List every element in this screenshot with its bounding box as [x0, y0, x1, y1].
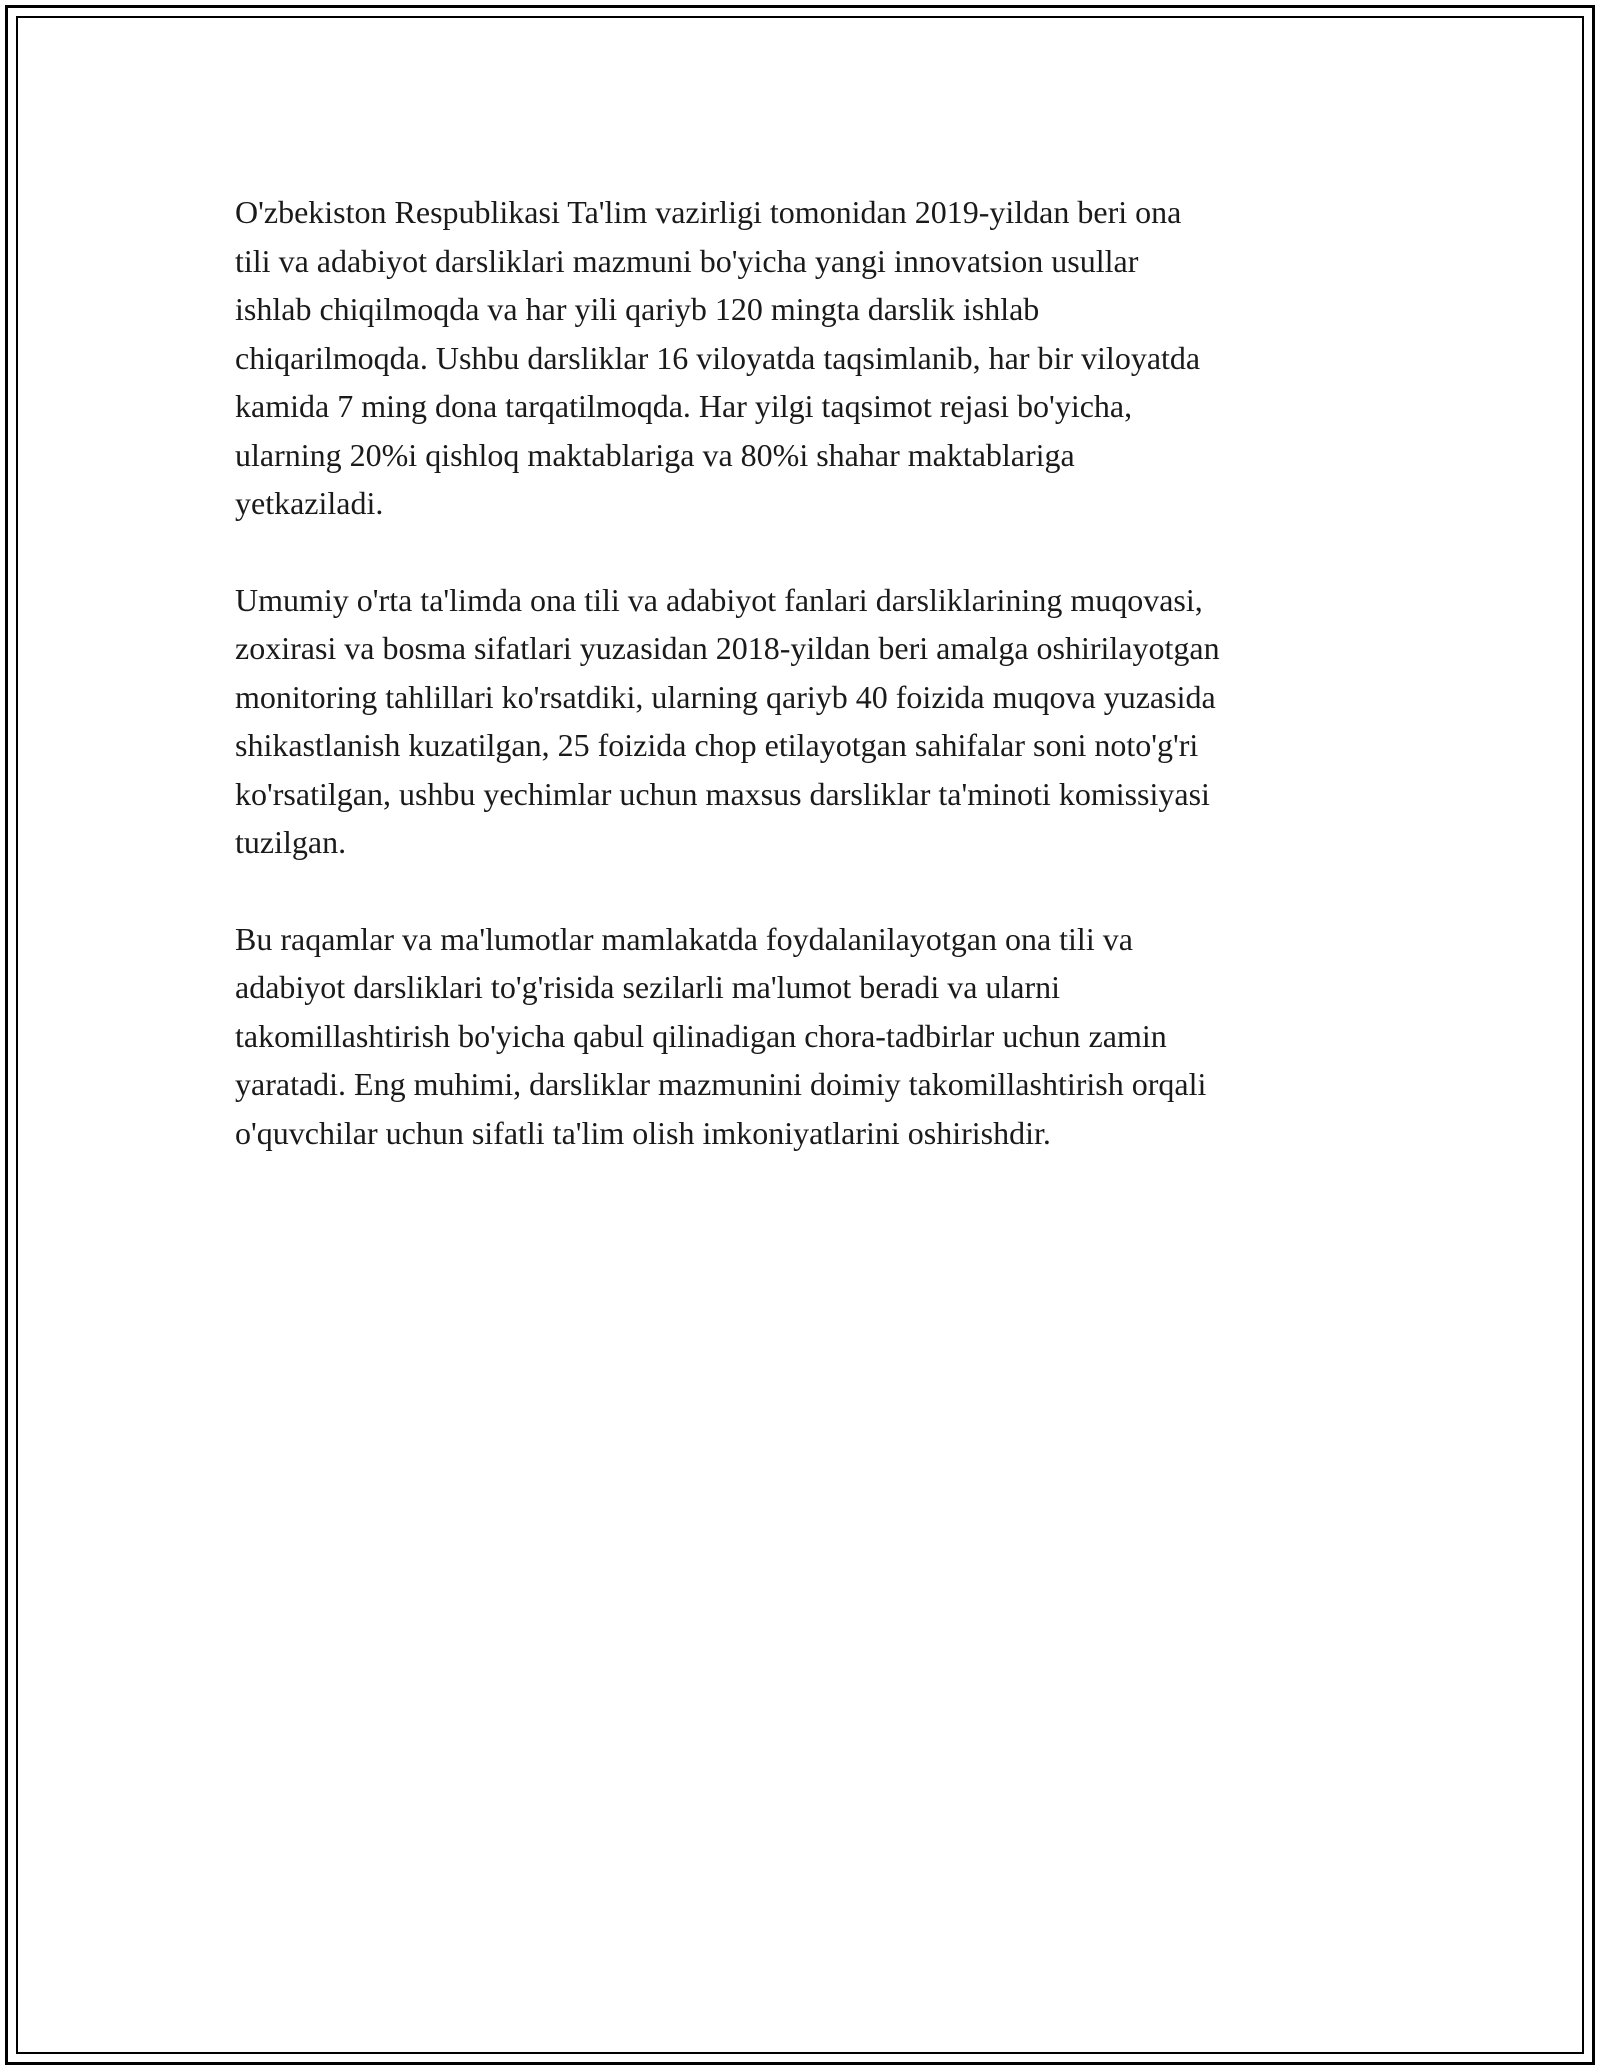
paragraph-2 — [235, 576, 1375, 867]
text-line: ko'rsatilgan, ushbu yechimlar uchun maxsus darsliklar ta'minoti komissiyasi — [235, 775, 1210, 812]
text-line: Umumiy o'rta ta'limda ona tili va adabiyot fanlari darsliklarining muqovasi, — [235, 581, 1203, 618]
text-line: Bu raqamlar va ma'lumotlar mamlakatda foydalanilayotgan ona tili va — [235, 920, 1133, 957]
text-line: chiqarilmoqda. Ushbu darsliklar 16 viloyatda taqsimlanib, har bir viloyatda — [235, 339, 1201, 376]
text-line: ularning 20%i qishloq maktablariga va 80%i shahar maktablariga — [235, 436, 1075, 473]
text-line: kamida 7 ming dona tarqatilmoqda. Har yilgi taqsimot rejasi bo'yicha, — [235, 388, 1133, 424]
text-line: shikastlanish kuzatilgan, 25 foizida chop etilayotgan sahifalar soni noto'g'ri — [235, 727, 1199, 763]
text-line: yaratadi. Eng muhimi, darsliklar mazmunini doimiy takomillashtirish orqali — [235, 1066, 1207, 1102]
paragraph-1 — [235, 188, 1375, 528]
text-line: adabiyot darsliklari to'g'risida sezilarli ma'lumot beradi va ularni — [235, 969, 1061, 1005]
text-line: zoxirasi va bosma sifatlari yuzasidan 2018-yildan beri amalga oshirilayotgan — [235, 630, 1220, 666]
text-line: tuzilgan. — [235, 824, 347, 860]
text-line: takomillashtirish bo'yicha qabul qilinadigan chora-tadbirlar uchun zamin — [235, 1017, 1167, 1054]
text-line: o'quvchilar uchun sifatli ta'lim olish imkoniyatlarini oshirishdir. — [235, 1114, 1051, 1151]
document-body — [235, 188, 1375, 1205]
text-line: O'zbekiston Respublikasi Ta'lim vazirligi tomonidan 2019-yildan beri ona — [235, 194, 1182, 230]
text-line: yetkaziladi. — [235, 485, 384, 521]
paragraph-3 — [235, 915, 1375, 1158]
text-line: monitoring tahlillari ko'rsatdiki, ularning qariyb 40 foizida muqova yuzasida — [235, 678, 1216, 715]
text-line: ishlab chiqilmoqda va har yili qariyb 120 mingta darslik ishlab — [235, 291, 1040, 327]
text-line: tili va adabiyot darsliklari mazmuni bo'yicha yangi innovatsion usullar — [235, 242, 1139, 279]
